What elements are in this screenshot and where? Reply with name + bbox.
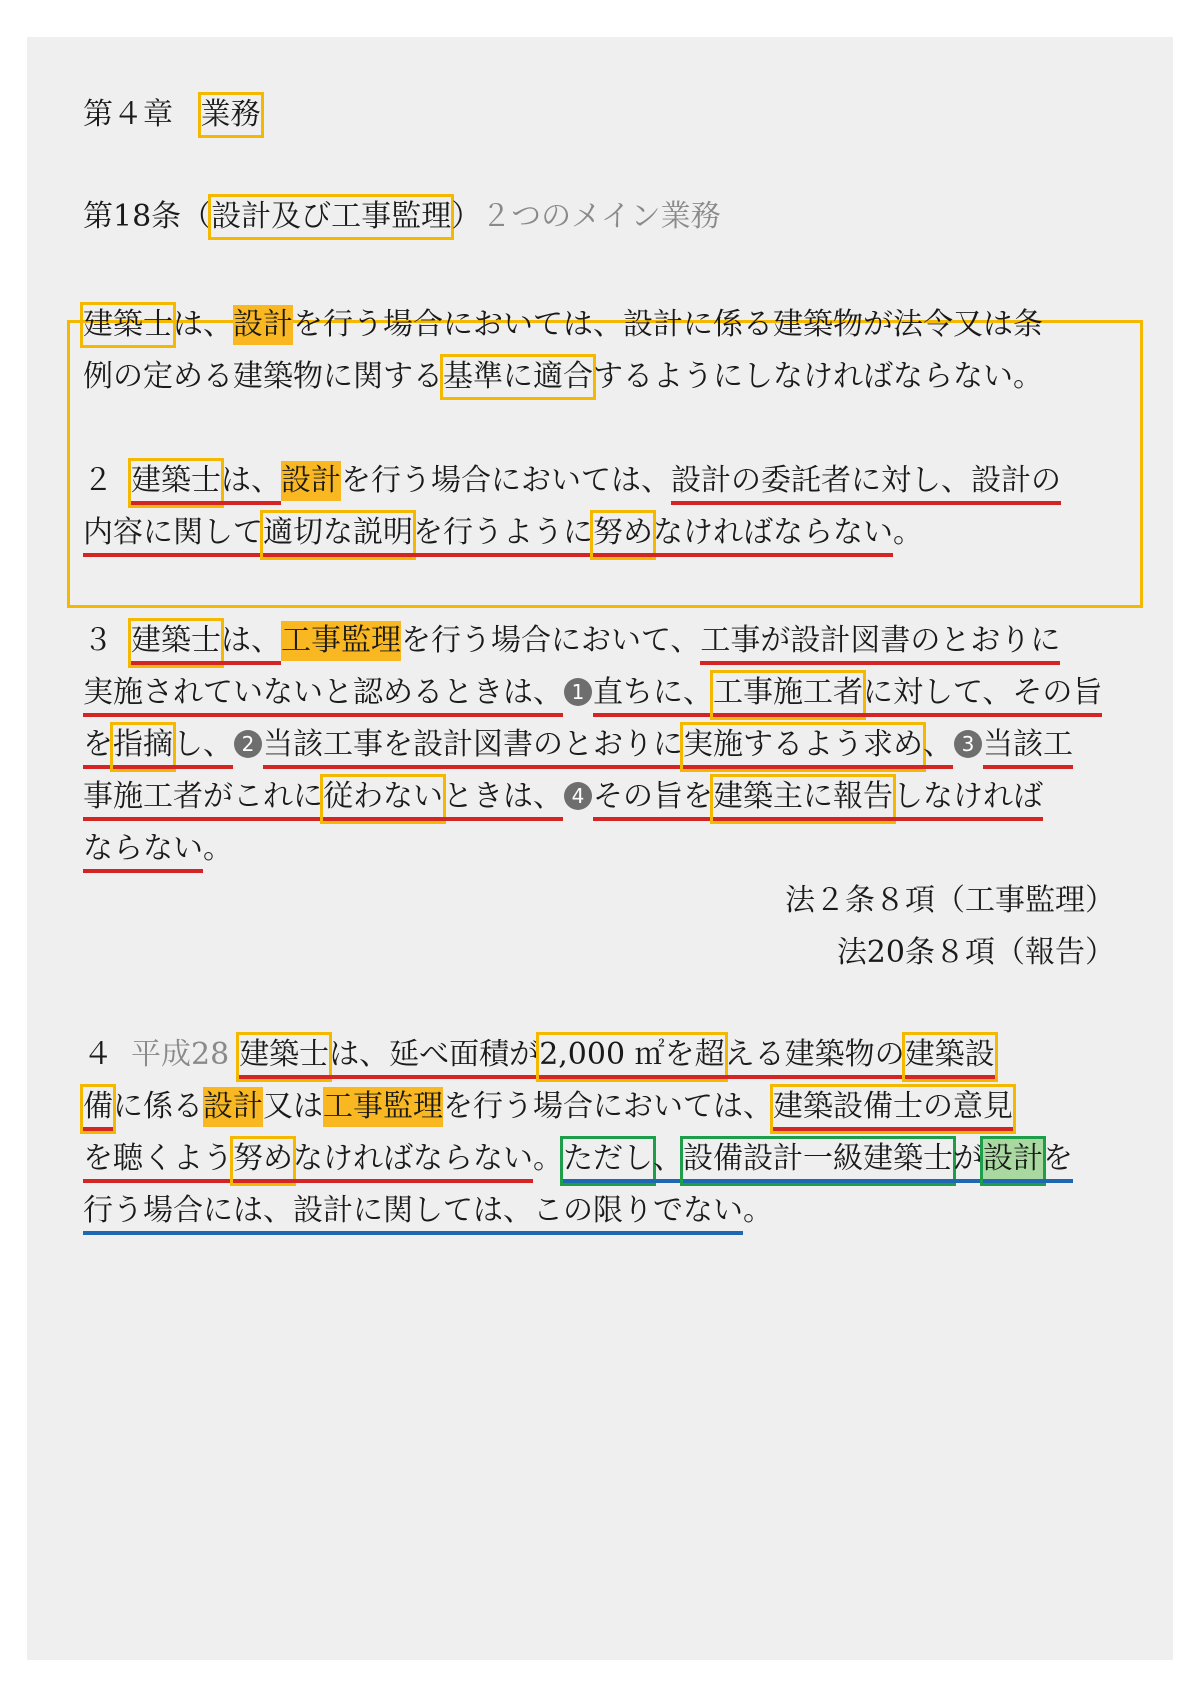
text: 、 <box>923 725 953 769</box>
p3-line-1 <box>83 621 1133 665</box>
term-kouji-kanri: 工事監理 <box>281 621 401 661</box>
article-note: ２つのメイン業務 <box>481 199 721 234</box>
p4-line-3 <box>83 1139 1133 1183</box>
step-2-icon: 2 <box>234 730 262 758</box>
text: を行うように <box>413 513 593 557</box>
term-sekkei-green: 設計 <box>983 1139 1043 1183</box>
law-reference-1: 法２条８項（工事監理） <box>785 883 1115 918</box>
text: を聴くよう <box>83 1139 233 1183</box>
text: える建築物の <box>725 1035 905 1079</box>
text: するようにしなければならない。 <box>593 359 1043 394</box>
text: に対して、その旨 <box>863 673 1102 717</box>
term-kouji-sekousha: 工事施工者 <box>713 673 863 717</box>
text: を <box>1043 1139 1073 1183</box>
text: 直ちに、 <box>593 673 713 717</box>
text: なければならない <box>653 513 893 557</box>
text: 当該工事を設計図書のとおりに <box>263 725 683 769</box>
text: し、 <box>173 725 233 769</box>
term-kenchiku-setsubi: 建築設 <box>905 1035 995 1079</box>
text: 。 <box>203 831 233 866</box>
text: 当該工 <box>983 725 1073 769</box>
paragraph-number: ３ <box>83 623 113 658</box>
text: その旨を <box>593 777 713 821</box>
term-sekkei: 設計 <box>203 1087 263 1127</box>
p3-line-4 <box>83 777 1133 821</box>
term-kijun-tekigou: 基準に適合 <box>443 357 593 397</box>
term-tadashi: ただし <box>563 1139 653 1183</box>
term-kenchikunushi-houkoku: 建築主に報告 <box>713 777 893 821</box>
p2-line-1 <box>83 461 1133 505</box>
document-page <box>27 37 1173 1660</box>
text: 工事が設計図書のとおりに <box>700 621 1060 665</box>
term-setsubishi-iken: 建築設備士の意見 <box>773 1087 1013 1131</box>
chapter-heading <box>83 95 1133 135</box>
text: 事施工者がこれに <box>83 777 323 821</box>
step-1-icon: 1 <box>564 678 592 706</box>
p3-line-5 <box>83 829 1133 873</box>
text: は、 <box>173 307 233 342</box>
text: が <box>953 1139 983 1183</box>
step-4-icon: 4 <box>564 782 592 810</box>
text: は、 <box>221 621 281 665</box>
p1-line-1 <box>83 305 1133 345</box>
p1-line-2 <box>83 357 1133 397</box>
term-shitagawanai: 従わない <box>323 777 443 821</box>
article-open-paren: （ <box>181 199 212 234</box>
article-close-paren: ） <box>451 199 482 234</box>
law-reference-2: 法20条８項（報告） <box>836 935 1115 970</box>
p3-line-3 <box>83 725 1133 769</box>
text: 行う場合には、設計に関しては、この限りでない <box>83 1191 743 1235</box>
paragraph-number: ２ <box>83 463 113 498</box>
text: を行う場合においては、 <box>341 463 671 498</box>
term-sekkei: 設計 <box>233 305 293 345</box>
chapter-prefix: 第４章 <box>83 97 173 132</box>
term-kouji-kanri: 工事監理 <box>323 1087 443 1127</box>
term-kenchikushi: 建築士 <box>131 461 221 505</box>
term-tsutome: 努め <box>593 513 653 557</box>
text: は、延べ面積が <box>329 1035 539 1079</box>
text: なければならない <box>293 1139 533 1183</box>
text: 内容に関して <box>83 513 263 557</box>
term-kenchiku-setsubi-cont: 備 <box>83 1087 113 1131</box>
text: 、 <box>653 1139 683 1183</box>
term-kenchikushi: 建築士 <box>239 1035 329 1079</box>
text: 。 <box>533 1141 563 1176</box>
text: 設計の委託者に対し、設計の <box>671 461 1061 505</box>
text: 。 <box>743 1193 773 1228</box>
p2-line-2 <box>83 513 1133 557</box>
text: に係る <box>113 1089 203 1124</box>
text: を <box>83 725 113 769</box>
text: は、 <box>221 461 281 505</box>
term-jisshi-motome: 実施するよう求め <box>683 725 923 769</box>
p4-line-1 <box>83 1035 1133 1079</box>
term-tsutome: 努め <box>233 1139 293 1183</box>
text: ならない <box>83 829 203 873</box>
text: しなければ <box>893 777 1043 821</box>
exam-year: 平成28 <box>131 1037 230 1072</box>
term-kenchikushi: 建築士 <box>83 305 173 345</box>
text: を行う場合において、 <box>401 623 701 658</box>
term-setsubi-sekkei-ikkyu: 設備設計一級建築士 <box>683 1139 953 1183</box>
term-shiteki: 指摘 <box>113 725 173 769</box>
article-heading <box>83 197 1133 237</box>
term-kenchikushi: 建築士 <box>131 621 221 665</box>
term-sekkei: 設計 <box>281 461 341 501</box>
text: を行う場合においては、設計に係る建築物が法令又は条 <box>293 307 1043 342</box>
p3-line-2 <box>83 673 1133 717</box>
text: ときは、 <box>443 777 563 821</box>
article-prefix: 第18条 <box>83 199 182 234</box>
text: 例の定める建築物に関する <box>83 359 443 394</box>
article-title: 設計及び工事監理 <box>211 197 451 237</box>
text: 又は <box>263 1089 323 1124</box>
text: 実施されていないと認めるときは、 <box>83 673 563 717</box>
chapter-title: 業務 <box>201 95 261 135</box>
term-tekisetsu-setsumei: 適切な説明 <box>263 513 413 557</box>
paragraph-number: ４ <box>83 1037 113 1072</box>
term-2000m2: 2,000 ㎡を超 <box>539 1035 724 1079</box>
text: を行う場合においては、 <box>443 1089 773 1124</box>
text: 。 <box>893 515 923 550</box>
step-3-icon: 3 <box>954 730 982 758</box>
p4-line-4 <box>83 1191 1133 1235</box>
p4-line-2 <box>83 1087 1133 1131</box>
